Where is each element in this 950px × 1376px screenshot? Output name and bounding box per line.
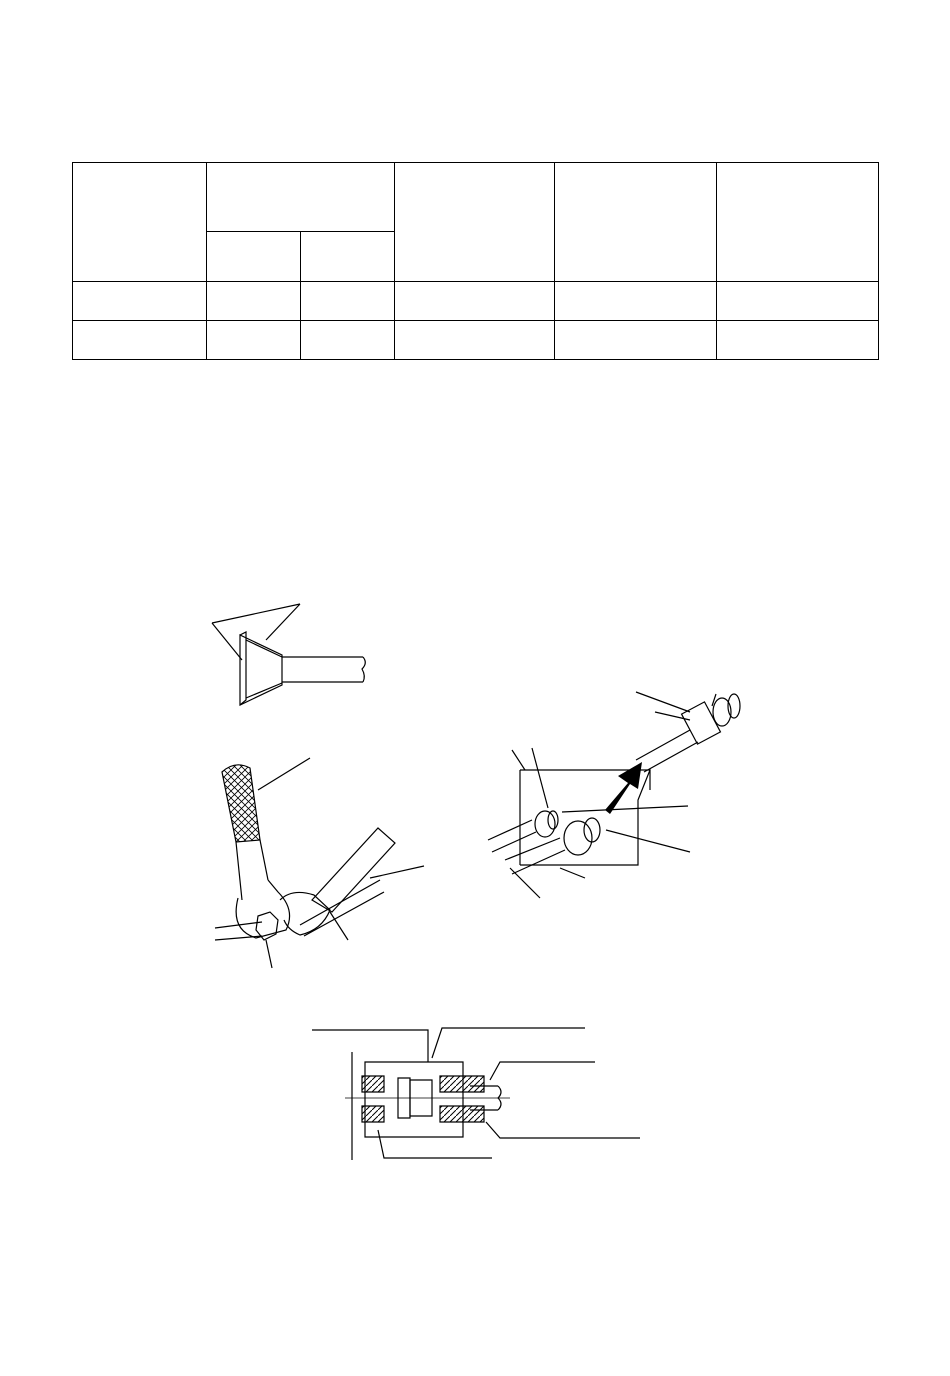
- spanner-handle: [312, 828, 395, 912]
- leader-lines: [312, 1028, 640, 1158]
- large-pipe: [505, 838, 565, 874]
- torque-wrench-shaft: [236, 840, 268, 900]
- header-cell-3: [395, 163, 555, 282]
- wrench-tightening-figure: [210, 740, 435, 975]
- header-subcell-2: [301, 232, 395, 282]
- table-row: [73, 282, 879, 321]
- leader-lines: [212, 604, 300, 660]
- header-cell-5: [717, 163, 879, 282]
- table-cell: [555, 321, 717, 360]
- table-cell: [555, 282, 717, 321]
- flare-nut-section: [440, 1076, 484, 1092]
- header-subcell-1: [207, 232, 301, 282]
- table-cell: [395, 321, 555, 360]
- table-row: [73, 321, 879, 360]
- header-cell-1: [73, 163, 207, 282]
- table-cell: [717, 321, 879, 360]
- flare-nut: [682, 702, 721, 744]
- flare-face: [240, 632, 246, 705]
- fitting-outline: [365, 1062, 463, 1137]
- header-cell-4: [555, 163, 717, 282]
- torque-wrench-head: [236, 880, 289, 938]
- outdoor-unit-connection-figure: [485, 685, 750, 905]
- table-cell: [301, 321, 395, 360]
- table-cell: [73, 321, 207, 360]
- leader-lines: [510, 692, 716, 898]
- table-cell: [301, 282, 395, 321]
- torque-wrench-grip: [222, 765, 260, 842]
- leader-lines: [258, 758, 424, 968]
- table-cell: [73, 282, 207, 321]
- small-pipe: [488, 820, 536, 852]
- spec-table: [72, 162, 879, 360]
- service-valve-large: [564, 821, 592, 855]
- table-cell: [207, 282, 301, 321]
- table-cell: [395, 282, 555, 321]
- spanner-jaw: [280, 892, 330, 935]
- pipe-cut-end: [362, 657, 365, 682]
- header-cell-2: [207, 163, 395, 232]
- flare-pipe: [636, 730, 698, 772]
- flare-nut-cross-section-figure: [305, 1022, 645, 1162]
- table-cell: [717, 282, 879, 321]
- service-valve-small: [535, 811, 555, 837]
- flare-end-figure: [200, 598, 380, 708]
- table-cell: [207, 321, 301, 360]
- pipe-body: [282, 657, 363, 682]
